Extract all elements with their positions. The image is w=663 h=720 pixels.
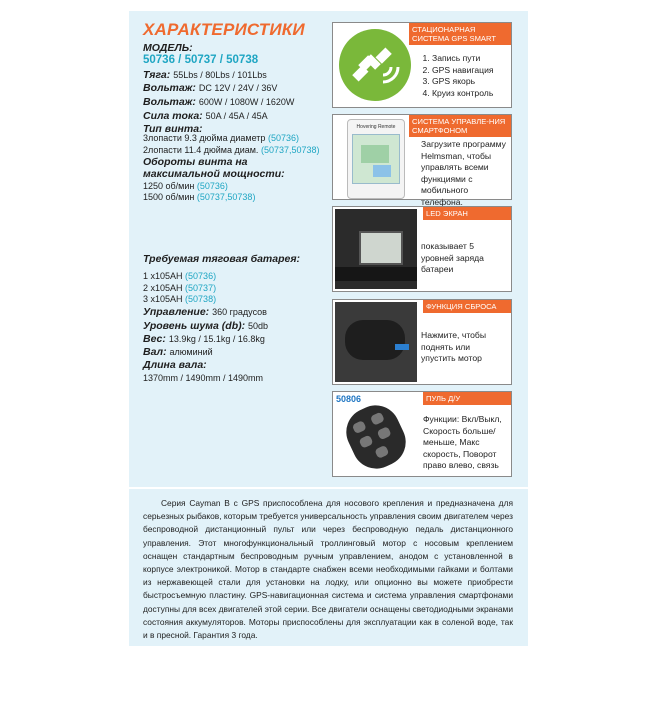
thrust-label: Тяга: — [143, 69, 171, 81]
noise-row — [143, 320, 268, 332]
phone-icon — [347, 119, 405, 199]
wattage-value: 600W / 1080W / 1620W — [198, 97, 295, 107]
current-label: Сила тока: — [143, 110, 203, 122]
model-label: МОДЕЛЬ: — [143, 42, 193, 54]
shaft-length-label: Длина вала: — [143, 359, 207, 371]
description-text: Серия Cayman B с GPS приспособлена для носового крепления и предназначена для серьезных рыбаков, которым требуется универсальность управления своим двигателем через беспроводной дистанционный пульт или через беспроводную педаль дистанционного управления. Этот многофункциональный троллинговый мотор с носовым креплением оснащен стандартным беспроводным ручным управлением, анодом с установленной в корпусе электроникой. Мотор в стандарте снабжен всеми необходимыми гайками и болтами из нержавеющей стали для установки на лодку, или опционно вы можете приобрести быстросъемную пластину. GPS-навигационная система и система управления смартфонами доступны для всех двигателей этой серии. Все двигатели оснащены светодиодными экранами состояния аккумуляторов. Моторы приспособлены для эксплуатации как в соленой воде, так и в пресной. Гарантия 3 года. — [143, 498, 513, 641]
control-value: 360 градусов — [212, 307, 267, 317]
feature-smartphone-text: Загрузите программу Helmsman, чтобы управлять всеми функциями с мобильного телефона. — [421, 139, 506, 207]
weight-label: Вес: — [143, 333, 166, 345]
prop-line-2 — [143, 145, 320, 155]
feature-smartphone-title: СИСТЕМА УПРАВЛЕ-НИЯ СМАРТФОНОМ — [409, 115, 511, 137]
product-description — [143, 497, 513, 642]
rpm-line-1 — [143, 181, 228, 191]
prop-line-1 — [143, 133, 299, 143]
specs-title: ХАРАКТЕРИСТИКИ — [143, 20, 305, 39]
rpm-2-text: 1500 об/мин — [143, 192, 195, 202]
led-display-icon — [359, 231, 403, 265]
shaft-label: Вал: — [143, 346, 167, 358]
rpm-label-2: максимальной мощности: — [143, 168, 285, 180]
feature-gps-title: СТАЦИОНАРНАЯ СИСТЕМА GPS SMART — [409, 23, 511, 45]
rpm-label-1: Обороты винта на — [143, 156, 248, 168]
gps-item-3: 3. GPS якорь — [432, 76, 494, 88]
gps-item-1: 1. Запись пути — [432, 53, 494, 65]
model-numbers: 50736 / 50737 / 50738 — [143, 54, 259, 66]
wattage-row — [143, 96, 294, 108]
battery-3-text: 3 x105AH — [143, 294, 183, 304]
current-value: 50A / 45A / 45A — [205, 111, 268, 121]
battery-3-model: (50738) — [185, 294, 217, 304]
rpm-1-text: 1250 об/мин — [143, 181, 195, 191]
battery-line-1 — [143, 271, 216, 281]
battery-1-text: 1 x105AH — [143, 271, 183, 281]
battery-2-text: 2 x105AH — [143, 283, 183, 293]
voltage-row — [143, 82, 277, 94]
battery-1-model: (50736) — [185, 271, 217, 281]
feature-gps-list — [421, 53, 494, 99]
control-row — [143, 306, 267, 318]
feature-led-box — [332, 206, 512, 292]
feature-smartphone-box — [332, 114, 512, 207]
led-screen-icon — [335, 209, 417, 289]
rpm-2-model: (50737,50738) — [196, 192, 256, 202]
feature-gps-box — [332, 22, 512, 108]
battery-line-3 — [143, 294, 216, 304]
prop-label: Тип винта: — [143, 123, 203, 135]
thrust-row — [143, 69, 267, 81]
prop-2-text: 2лопасти 11.4 дюйма диам. — [143, 145, 259, 155]
feature-reset-title: ФУНКЦИЯ СБРОСА — [423, 300, 511, 313]
map-icon — [352, 134, 400, 184]
voltage-value: DC 12V / 24V / 36V — [198, 83, 278, 93]
noise-value: 50db — [248, 321, 269, 331]
wattage-label: Вольтаж: — [143, 96, 196, 108]
shaft-length-value: 1370mm / 1490mm / 1490mm — [143, 373, 264, 383]
battery-line-2 — [143, 283, 216, 293]
prop-2-model: (50737,50738) — [260, 145, 320, 155]
feature-led-text: показывает 5 уровней заряда батареи — [421, 241, 484, 274]
voltage-label: Вольтаж: — [143, 82, 196, 94]
feature-reset-box — [332, 299, 512, 385]
remote-model-number: 50806 — [336, 394, 362, 404]
feature-reset-text: Нажмите, чтобы поднять или упустить мотор — [421, 330, 487, 363]
control-label: Управление: — [143, 306, 210, 318]
thrust-value: 55Lbs / 80Lbs / 101Lbs — [173, 70, 267, 80]
remote-control-icon — [338, 397, 413, 476]
noise-label: Уровень шума (db): — [143, 320, 246, 332]
rpm-1-model: (50736) — [196, 181, 228, 191]
shaft-value: алюминий — [169, 347, 213, 357]
feature-remote-text: Функции: Вкл/Выкл, Скорость больше/меньше, Макс скорость, Поворот право влево, связь — [423, 414, 502, 470]
satellite-icon — [339, 29, 411, 101]
prop-1-text: 3лопасти 9.3 дюйма диаметр — [143, 133, 266, 143]
feature-remote-title: ПУЛЬ Д/У — [423, 392, 511, 405]
current-row — [143, 110, 268, 122]
prop-1-model: (50736) — [267, 133, 299, 143]
motor-head-icon — [335, 302, 417, 382]
weight-value: 13.9kg / 15.1kg / 16.8kg — [168, 334, 265, 344]
feature-remote-box — [332, 391, 512, 477]
shaft-row — [143, 346, 213, 358]
phone-screen-label: Hovering Remote — [356, 124, 396, 130]
gps-item-4: 4. Круиз контроль — [432, 88, 494, 100]
feature-led-title: LED ЭКРАН — [423, 207, 511, 220]
gps-item-2: 2. GPS навигация — [432, 65, 494, 77]
battery-2-model: (50737) — [185, 283, 217, 293]
weight-row — [143, 333, 265, 345]
battery-label: Требуемая тяговая батарея: — [143, 253, 301, 265]
rpm-line-2 — [143, 192, 255, 202]
